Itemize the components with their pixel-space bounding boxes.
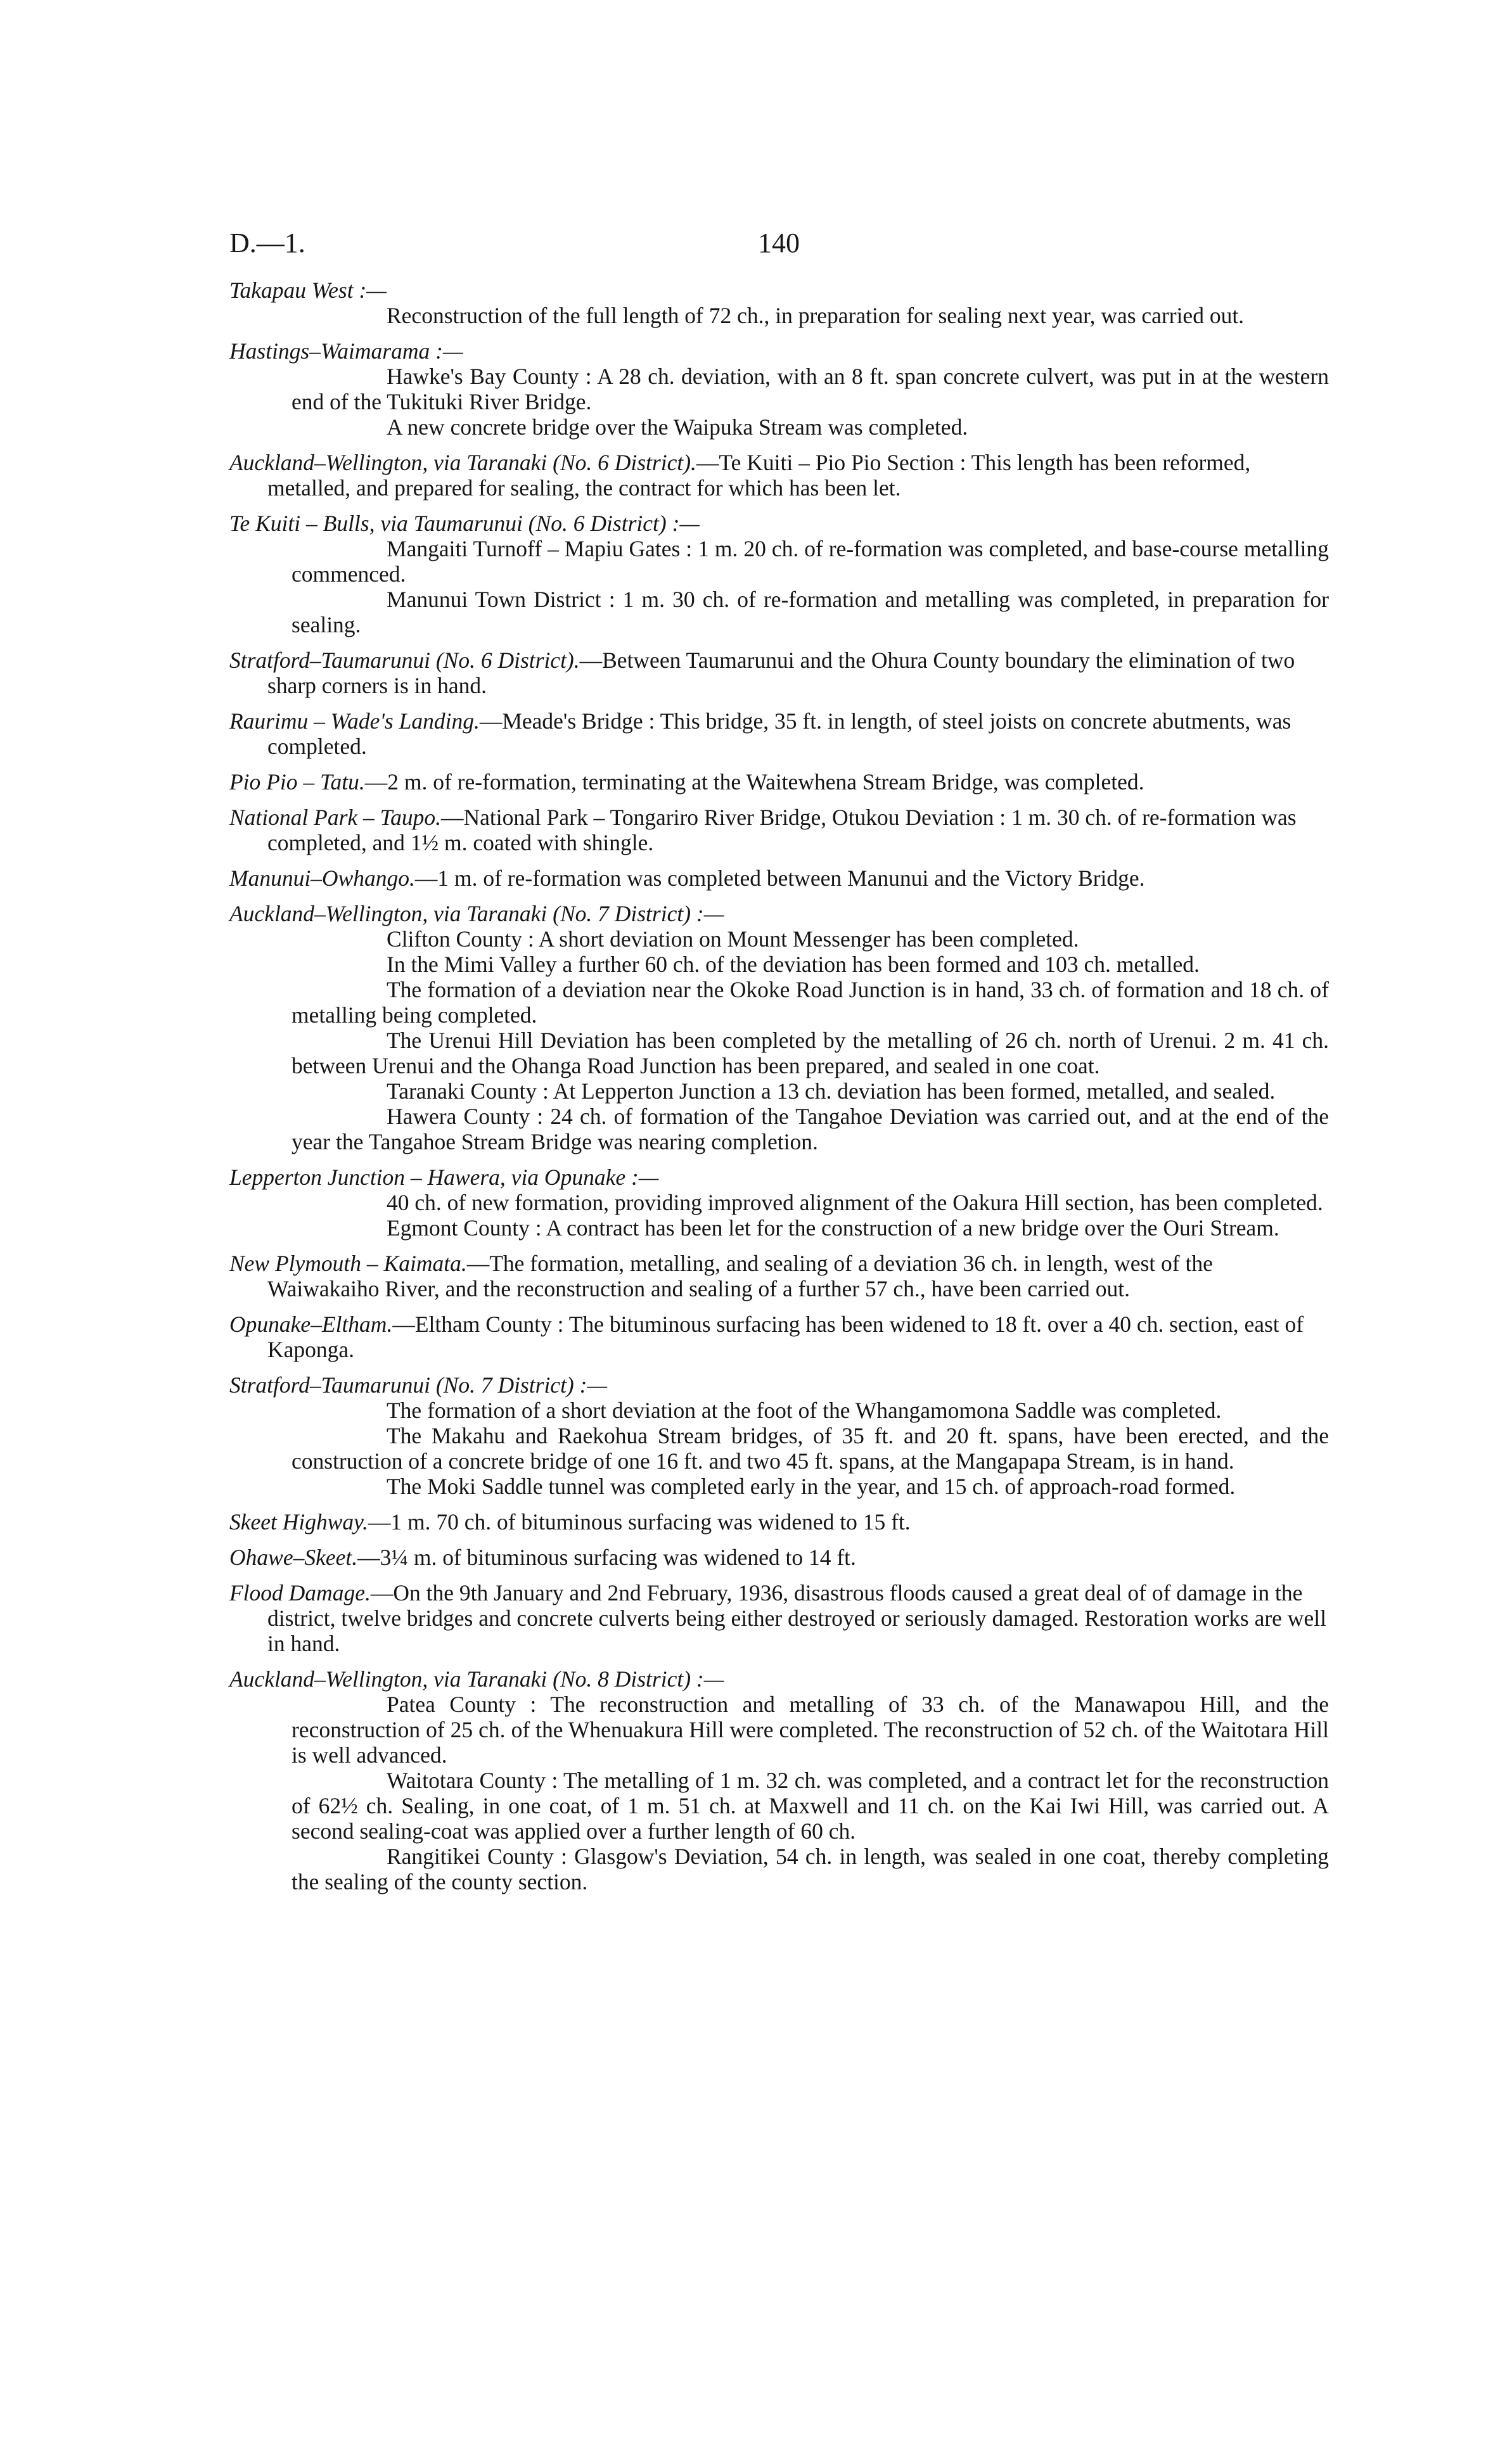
paragraph: Patea County : The reconstruction and metalling of 33 ch. of the Manawapou Hill, and the reconstruction of 25 ch. of the Whenuakura Hill were completed. The reconstruction of 52 ch. of the Waitotara Hill is well advanced. (292, 1692, 1329, 1768)
paragraph: The Urenui Hill Deviation has been completed by the metalling of 26 ch. north of Urenui. 2 m. 41 ch. between Urenui and the Ohanga Road Junction has been prepared, and sealed in one coat. (292, 1028, 1329, 1078)
paragraph: Manunui Town District : 1 m. 30 ch. of re-formation and metalling was completed, in preparation for sealing. (292, 587, 1329, 637)
paragraph: The Makahu and Raekohua Stream bridges, of 35 ft. and 20 ft. spans, have been erected, and the construction of a concrete bridge of one 16 ft. and two 45 ft. spans, at the Mangapapa Stream, is in hand. (292, 1423, 1329, 1474)
section-skeet-highway (229, 1509, 1329, 1535)
document-reference: D.—1. (229, 227, 305, 259)
paragraph: Taranaki County : At Lepperton Junction a 13 ch. deviation has been formed, metalled, and sealed. (387, 1078, 1276, 1104)
paragraph: —National Park – Tongariro River Bridge, Otukou Deviation : 1 m. 30 ch. of re-formation was completed, and 1½ m. coated with shingle. (267, 805, 1297, 855)
paragraph: Waitotara County : The metalling of 1 m. 32 ch. was completed, and a contract let for the reconstruction of 62½ ch. Sealing, in one coat, of 1 m. 51 ch. at Maxwell and 11 ch. on the Kai Iwi Hill, was carried out. A second sealing-coat was applied over a further length of 60 ch. (292, 1768, 1329, 1844)
section-auckland-wellington-no8 (229, 1666, 1329, 1894)
paragraph: Egmont County : A contract has been let for the construction of a new bridge over the Ouri Stream. (387, 1215, 1279, 1241)
section-national-park-taupo (229, 805, 1329, 855)
section-heading: Pio Pio – Tatu. (229, 769, 365, 795)
paragraph: The Moki Saddle tunnel was completed early in the year, and 15 ch. of approach-road formed. (387, 1474, 1236, 1499)
paragraph: Rangitikei County : Glasgow's Deviation, 54 ch. in length, was sealed in one coat, thereby completing the sealing of the county section. (292, 1844, 1329, 1894)
paragraph: —3¼ m. of bituminous surfacing was widened to 14 ft. (357, 1545, 856, 1570)
section-auckland-wellington-no6 (229, 450, 1329, 501)
section-heading: Te Kuiti – Bulls, via Taumarunui (No. 6 District) :— (229, 511, 700, 536)
section-lepperton-junction-hawera (229, 1165, 1329, 1241)
section-te-kuiti-bulls (229, 511, 1329, 637)
section-stratford-taumarunui-no7 (229, 1372, 1329, 1499)
paragraph: —Te Kuiti – Pio Pio Section : This length has been reformed, metalled, and prepared for sealing, the contract for which has been let. (267, 450, 1251, 501)
section-heading: Skeet Highway. (229, 1509, 368, 1535)
paragraph: A new concrete bridge over the Waipuka Stream was completed. (387, 414, 968, 440)
section-heading: Stratford–Taumarunui (No. 6 District). (229, 648, 580, 673)
paragraph: Reconstruction of the full length of 72 ch., in preparation for sealing next year, was carried out. (387, 303, 1245, 328)
section-heading: Auckland–Wellington, via Taranaki (No. 8 District) :— (229, 1666, 724, 1692)
section-heading: National Park – Taupo. (229, 805, 442, 830)
paragraph: Mangaiti Turnoff – Mapiu Gates : 1 m. 20 ch. of re-formation was completed, and base-course metalling commenced. (292, 536, 1329, 587)
section-heading: Opunake–Eltham. (229, 1312, 393, 1337)
paragraph: In the Mimi Valley a further 60 ch. of the deviation has been formed and 103 ch. metalled. (387, 952, 1200, 977)
section-heading: Flood Damage. (229, 1580, 371, 1605)
section-heading: Raurimu – Wade's Landing. (229, 708, 480, 734)
section-stratford-taumarunui-no6 (229, 648, 1329, 698)
document-body (229, 278, 1329, 1905)
section-raurimu-wades-landing (229, 708, 1329, 759)
section-heading: Auckland–Wellington, via Taranaki (No. 6 District). (229, 450, 696, 475)
page-number: 140 (758, 227, 800, 259)
paragraph: The formation of a short deviation at the foot of the Whangamomona Saddle was completed. (387, 1398, 1222, 1423)
paragraph: Hawera County : 24 ch. of formation of the Tangahoe Deviation was carried out, and at the end of the year the Tangahoe Stream Bridge was nearing completion. (292, 1104, 1329, 1154)
section-ohawe-skeet (229, 1545, 1329, 1570)
section-heading: Stratford–Taumarunui (No. 7 District) :— (229, 1372, 608, 1398)
section-heading: New Plymouth – Kaimata. (229, 1251, 467, 1276)
section-heading: Takapau West :— (229, 278, 387, 303)
paragraph: —Meade's Bridge : This bridge, 35 ft. in length, of steel joists on concrete abutments, was completed. (267, 708, 1291, 759)
paragraph: —1 m. 70 ch. of bituminous surfacing was widened to 15 ft. (368, 1509, 911, 1535)
paragraph: —Between Taumarunui and the Ohura County boundary the elimination of two sharp corners is in hand. (267, 648, 1295, 698)
paragraph: —1 m. of re-formation was completed between Manunui and the Victory Bridge. (414, 865, 1145, 891)
paragraph: —On the 9th January and 2nd February, 1936, disastrous floods caused a great deal of of damage in the district, twelve bridges and concrete culverts being either destroyed or seriously damaged. Restoration works are well in hand. (267, 1580, 1326, 1656)
section-heading: Hastings–Waimarama :— (229, 338, 463, 364)
paragraph: The formation of a deviation near the Okoke Road Junction is in hand, 33 ch. of formation and 18 ch. of metalling being completed. (292, 977, 1329, 1028)
section-heading: Auckland–Wellington, via Taranaki (No. 7 District) :— (229, 901, 724, 926)
section-heading: Ohawe–Skeet. (229, 1545, 358, 1570)
paragraph: —Eltham County : The bituminous surfacing has been widened to 18 ft. over a 40 ch. section, east of Kaponga. (267, 1312, 1304, 1362)
section-auckland-wellington-no7 (229, 901, 1329, 1154)
section-hastings-waimarama (229, 338, 1329, 440)
paragraph: 40 ch. of new formation, providing improved alignment of the Oakura Hill section, has been completed. (387, 1190, 1323, 1215)
paragraph: Hawke's Bay County : A 28 ch. deviation, with an 8 ft. span concrete culvert, was put in at the western end of the Tukituki River Bridge. (292, 364, 1329, 414)
section-manunui-owhango (229, 865, 1329, 891)
section-heading: Manunui–Owhango. (229, 865, 415, 891)
paragraph: —2 m. of re-formation, terminating at the Waitewhena Stream Bridge, was completed. (364, 769, 1144, 795)
section-takapau-west (229, 278, 1329, 328)
paragraph: —The formation, metalling, and sealing of a deviation 36 ch. in length, west of the Waiwakaiho River, and the reconstruction and sealing of a further 57 ch., have been carried out. (267, 1251, 1213, 1301)
section-flood-damage (229, 1580, 1329, 1656)
section-opunake-eltham (229, 1312, 1329, 1362)
section-new-plymouth-kaimata (229, 1251, 1329, 1301)
paragraph: Clifton County : A short deviation on Mount Messenger has been completed. (387, 926, 1079, 952)
section-pio-pio-tatu (229, 769, 1329, 795)
section-heading: Lepperton Junction – Hawera, via Opunake :— (229, 1165, 659, 1190)
